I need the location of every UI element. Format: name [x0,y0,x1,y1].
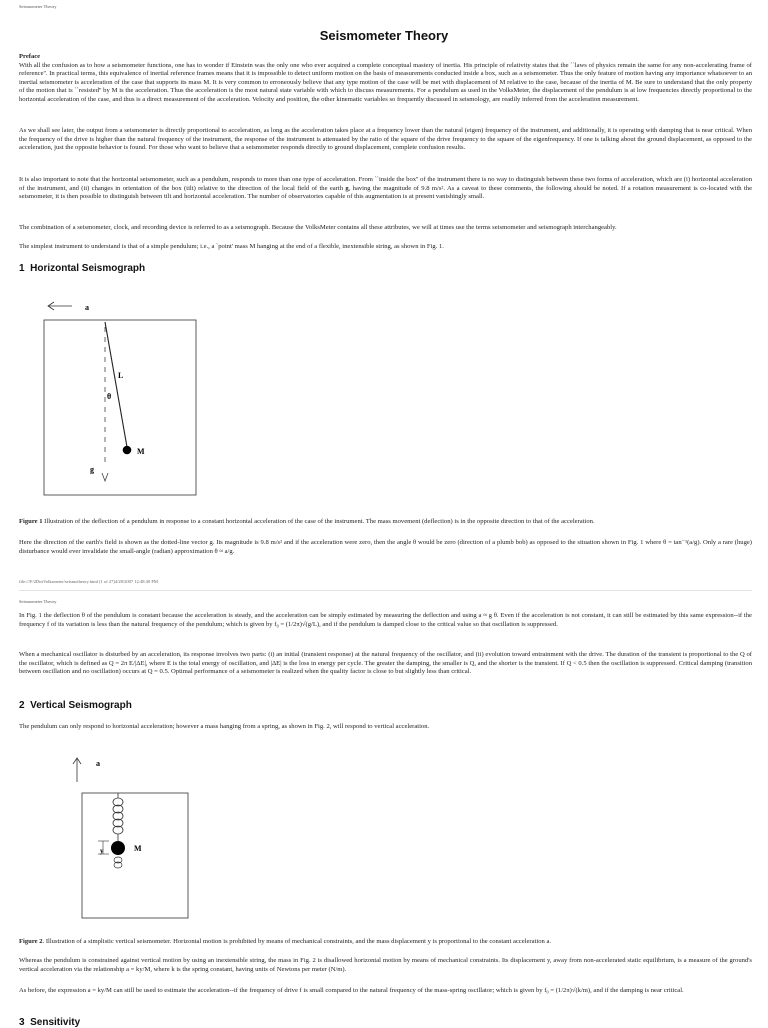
page-footer: file:///F/2DirtVolksmeter/seismotheory.html (1 of 27)4/28/2007 12:48:30 PM [19,579,158,584]
acceleration-arrow [48,302,72,310]
preface-paragraph [19,53,752,105]
section-heading-horizontal [19,263,145,274]
acceleration-label: a [96,759,100,768]
section-number: 2 [19,700,25,711]
pendulum-string [105,322,127,447]
page-title: Seismometer Theory [319,28,449,43]
instrument-case [82,793,188,918]
figure-1-pendulum-diagram [40,295,200,500]
section-title: Vertical Seismograph [30,700,132,711]
mass-label: M [134,844,142,853]
section-number: 3 [19,1017,25,1028]
paragraph-deflection: In Fig. 1 the deflection θ of the pendulum is constant because the acceleration is steady, and the acceleration can be simply estimated by measuring the deflection and using a ≈ g θ. Even if the acceleration is not constant, it can still be estimated by this same expression--if the frequency f of its variation is less than the natural frequency of the pendulum; which is given by f₀ = (1/2π)√(g/L), and if the pendulum is damped close to the critical value so that oscillation is suppressed. [19,612,752,628]
gravity-label: g [90,465,94,474]
figure-1-caption: Figure 1 Illustration of the deflection of a pendulum in response to a constant horizontal acceleration of the case of the instrument. The mass movement (deflection) is in the opposite direction to that of the acceleration. [19,518,595,525]
paragraph-earth-field: Here the direction of the earth's field is shown as the dotted-line vector g. Its magnitude is 9.8 m/s² and if the acceleration were zero, then the angle θ would be zero (direction of a plumb bob) as opposed to the situation shown in Fig. 1 where θ = tan⁻¹(a/g). Only a rare (huge) disturbance would ever invalidate the small-angle (radian) approximation θ ≈ a/g. [19,539,752,555]
running-header-2: Seismometer Theory [19,599,57,604]
section-number: 1 [19,263,25,274]
section-heading-vertical [19,700,132,711]
spring-mass [111,841,125,855]
acceleration-label: a [85,303,89,312]
preface-text: With all the confusion as to how a seismometer functions, one has to wonder if Einstein was the only one who ever acquired a complete conceptual mastery of inertia. His principle of relativity states that the ``laws of physics remain the same for any non-accelerating frame of reference''. In practical terms, this equivalence of inertial reference frames means that it is impossible to detect uniform motion on the basis of measurements conducted inside a box, such as a seismometer. Thus the only feature of motion having any importance whatsoever to an inertial seismometer is acceleration of the case that supports its mass M. It is very common to erroneously believe that any type motion of the case will be met with displacement of M relative to the case, because of the inertia of M. Be sure to understand that the only property of the motion that is ``resisted'' by M is the acceleration. Thus the acceleration is the most natural state variable with which to discuss measurements. For a pendulum as used in the VolksMeter, the displacement of the pendulum is at low frequencies directly proportional to the horizontal acceleration of the case, and thus is a direct measurement of the acceleration. Velocity and position, the other kinematic variables so frequently discussed in seismology, are readily inferred from the acceleration measurement. [19,61,753,103]
paragraph-oscillator-transient: When a mechanical oscillator is disturbed by an acceleration, its response involves two parts: (i) an initial (transient response) at the natural frequency of the oscillator, and (ii) evolution toward entrainment with the drive. The duration of the transient is proportional to the Q of the oscillator, which is defined as Q = 2π E/|ΔE|, where E is the total energy of oscillation, and |ΔE| is the loss in energy per cycle. The greater the damping, the smaller is Q, and the shorter is the transient. If Q < 0.5 then the oscillation is suppressed. Critical damping (transition between oscillation and no oscillation) occurs at Q = 0.5. Optimal performance of a seismometer is realized when the quality factor is close to but slightly less than critical. [19,651,752,676]
acceleration-arrow [73,758,81,782]
running-header: Seismometer Theory [19,4,57,9]
figure-2-spring-diagram [72,752,192,922]
length-label: L [118,371,124,380]
section-title: Horizontal Seismograph [30,263,146,274]
preface-label: Preface [19,53,41,60]
angle-label: θ [107,392,112,401]
paragraph-acceleration-types: It is also important to note that the horizontal seismometer, such as a pendulum, responds to more than one type of acceleration. From ``inside the box'' of the instrument there is no way to distinguish between these two forms of acceleration, which are (i) horizontal acceleration of the instrument, and (ii) changes in orientation of the box (tilt) relative to the direction of the local field of the earth g, having the magnitude of 9.8 m/s². As a caveat to these comments, the following should be noted. If a rotation measurement is co-located with the seismometer, it is then possible to distinguish between tilt and horizontal acceleration. The number of observatories capable of this augmentation is at present vanishingly small. [19,176,752,201]
figure-2-caption: Figure 2. Illustration of a simplistic vertical seismometer. Horizontal motion is prohibited by means of mechanical constraints, and the mass displacement y is proportional to the constant acceleration a. [19,938,552,945]
displacement-label: y [100,847,104,855]
spring [113,793,123,841]
pendulum-mass [123,446,132,455]
figure-1-label: Figure 1 [19,518,43,525]
paragraph-spring-estimate: As before, the expression a = ky/M can still be used to estimate the acceleration--if the frequency of drive f is small compared to the natural frequency of the mass-spring oscillator; which is given by f₀ = (1/2π)√(k/m), and if the damping is near critical. [19,987,684,994]
paragraph-vertical-constraint: Whereas the pendulum is constrained against vertical motion by using an inextensible string, the mass in Fig. 2 is disallowed horizontal motion by means of mechanical constraints. Its displacement y, away from non-accelerated static equilibrium, is a measure of the ground's vertical acceleration via the relationship a = ky/M, where k is the spring constant, having units of Newtons per meter (N/m). [19,957,752,973]
paragraph-simple-pendulum: The simplest instrument to understand is that of a simple pendulum; i.e., a `point' mass M hanging at the end of a flexible, inextensible string, as shown in Fig. 1. [19,243,444,250]
gravity-symbol: g [345,184,349,192]
paragraph-seismograph-definition: The combination of a seismometer, clock, and recording device is referred to as a seismograph. Because the VolksMeter contains all these attributes, we will at times use the terms seismometer and seismograph interchangeably. [19,224,617,231]
page-break [19,590,752,591]
paragraph-output-proportional: As we shall see later, the output from a seismometer is directly proportional to acceleration, as long as the acceleration takes place at a frequency lower than the natural (eigen) frequency of the instrument, and additionally, it is operating with damping that is near critical. When the frequency of the drive is higher than the natural frequency of the instrument, the response of the instrument is attenuated by the ratio of the square of the drive frequency to the square of the eigenfrequency. If one is talking about the ground displacement, as opposed to the acceleration, just the opposite behavior is found. For those who want to believe that a seismometer responds directly to ground displacement, complete confusion results. [19,127,752,152]
lower-spring [114,857,122,868]
mass-label: M [137,447,145,456]
paragraph-vertical-intro: The pendulum can only respond to horizontal acceleration; however a mass hanging from a spring, as shown in Fig. 2, will respond to vertical acceleration. [19,723,430,730]
section-title: Sensitivity [30,1017,81,1028]
figure-2-label: Figure 2 [19,938,43,945]
section-heading-sensitivity [19,1017,80,1028]
gravity-arrowhead [102,473,108,481]
